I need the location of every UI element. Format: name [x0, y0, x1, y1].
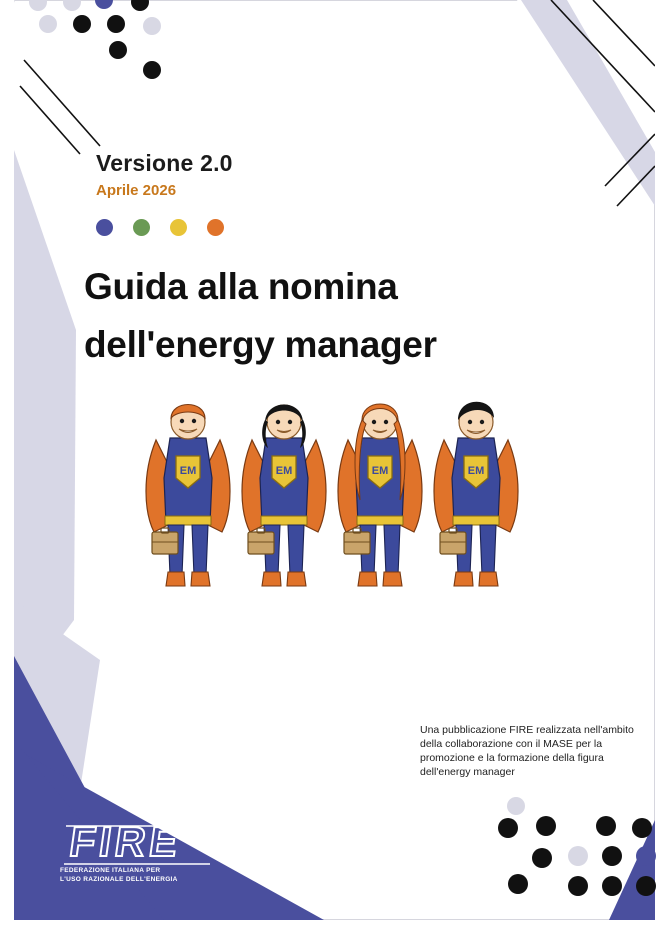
- palette-dot: [96, 219, 113, 236]
- page-title-line-1: Guida alla nomina: [84, 266, 398, 307]
- palette-dot-row: [96, 219, 256, 241]
- decorative-dot: [636, 876, 656, 896]
- fire-logo-tagline: [60, 866, 220, 884]
- decorative-dot: [632, 818, 652, 838]
- version-date: Aprile 2026: [96, 182, 177, 199]
- decorative-dot: [507, 797, 525, 815]
- palette-dot: [170, 219, 187, 236]
- superheroes-illustration: [140, 388, 540, 603]
- decorative-dot: [532, 848, 552, 868]
- decorative-dot: [596, 816, 616, 836]
- decorative-dot: [568, 876, 588, 896]
- decorative-dot: [636, 846, 656, 866]
- palette-dot: [207, 219, 224, 236]
- svg-text:FIRE: FIRE: [66, 818, 185, 865]
- decorative-dot: [602, 876, 622, 896]
- page-title-line-2: dell'energy manager: [84, 324, 437, 365]
- decorative-dot: [568, 846, 588, 866]
- decorative-dot: [498, 818, 518, 838]
- decorative-dot: [536, 816, 556, 836]
- decorative-dot: [602, 846, 622, 866]
- version-label: Versione 2.0: [96, 150, 233, 176]
- fire-tagline-line-1: FEDERAZIONE ITALIANA PER: [60, 867, 161, 874]
- decorative-dot: [508, 874, 528, 894]
- palette-dot: [133, 219, 150, 236]
- page-title: [84, 258, 604, 374]
- fire-tagline-line-2: L'USO RAZIONALE DELL'ENERGIA: [60, 876, 178, 883]
- publication-note: Una pubblicazione FIRE realizzata nell'ambito della collaborazione con il MASE per la promozione e la formazione della figura dell'energy manager: [420, 724, 634, 778]
